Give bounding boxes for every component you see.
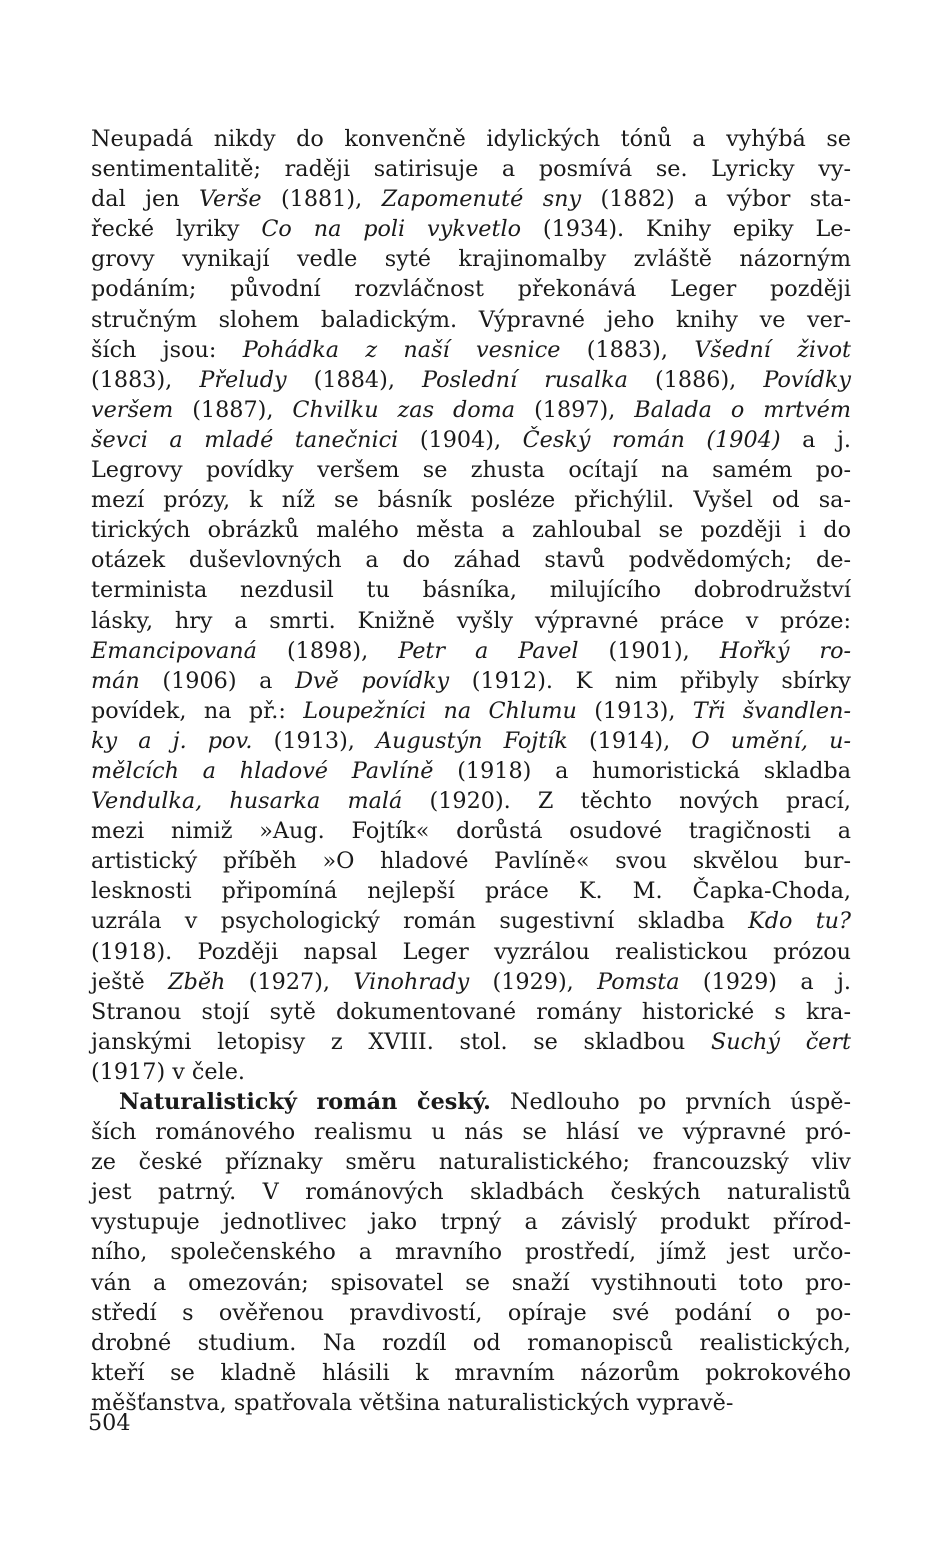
text-run: otázek duševlovných a do záhad stavů podvědomých; de- <box>91 547 851 574</box>
text-run: grovy vynikají vedle syté krajinomalby zvláště názorným <box>91 246 851 273</box>
text-run: terminista nezdusil tu básníka, milujícího dobrodružství <box>91 577 851 604</box>
italic-title: Verše <box>199 186 262 213</box>
body-text <box>91 124 851 1418</box>
text-run: podáním; původní rozvláčnost překonává Leger později <box>91 276 851 303</box>
text-line <box>91 876 851 906</box>
italic-title: veršem <box>91 396 174 423</box>
text-line <box>91 1388 851 1418</box>
text-line <box>91 214 851 244</box>
section-heading: Naturalistický román český. <box>119 1089 491 1115</box>
text-run: mezi nimiž »Aug. Fojtík« dorůstá osudové tragičnosti a <box>91 818 851 845</box>
text-line <box>91 395 851 425</box>
text-line <box>91 575 851 605</box>
italic-title: Vinohrady <box>353 968 470 995</box>
italic-title: Loupežníci na Chlumu <box>303 697 577 724</box>
text-run: řecké lyriky <box>91 216 262 243</box>
text-run: Neupadá nikdy do konvenčně idylických tónů a vyhýbá se <box>91 126 851 152</box>
text-line <box>91 1237 851 1267</box>
text-run: uzrála v psychologický román sugestivní skladba <box>91 908 749 935</box>
text-run: ního, společenského a mravního prostředí, jímž jest určo- <box>91 1239 851 1266</box>
text-run: ván a omezován; spisovatel se snaží vystihnouti toto pro- <box>91 1269 851 1296</box>
text-line <box>91 154 851 184</box>
text-run: Legrovy povídky veršem se zhusta ocítají na samém po- <box>91 457 851 484</box>
text-run: (1918) a humoristická skladba <box>433 757 851 784</box>
text-line <box>91 1207 851 1237</box>
italic-title: Augustýn Fojtík <box>376 727 568 754</box>
italic-title: Petr a Pavel <box>398 637 579 664</box>
text-run: (1913), <box>252 727 377 754</box>
text-run: dal jen <box>91 186 199 213</box>
text-line <box>91 846 851 876</box>
text-line <box>91 1087 851 1117</box>
text-run: (1897), <box>515 396 635 423</box>
text-line <box>91 1057 851 1087</box>
text-line <box>91 726 851 756</box>
text-run: (1927), <box>225 968 354 995</box>
text-line <box>91 937 851 967</box>
text-line <box>91 455 851 485</box>
text-run: ších románového realismu u nás se hlásí ve výpravné pró- <box>91 1119 851 1146</box>
text-run: drobné studium. Na rozdíl od romanopisců realistických, <box>91 1329 851 1356</box>
text-line <box>91 485 851 515</box>
text-run: janskými letopisy z XVIII. stol. se skladbou <box>91 1028 711 1055</box>
text-run: Nedlouho po prvních úspě- <box>490 1089 851 1115</box>
text-run: (1918). Později napsal Leger vyzrálou realistickou prózou <box>91 938 851 965</box>
text-run: (1934). Knihy epiky Le- <box>521 216 851 243</box>
italic-title: Suchý čert <box>710 1028 851 1055</box>
text-line <box>91 696 851 726</box>
text-run: stručným slohem baladickým. Výpravné jeho knihy ve ver- <box>91 306 851 333</box>
text-line <box>91 786 851 816</box>
italic-title: Dvě povídky <box>295 667 450 694</box>
text-line <box>91 606 851 636</box>
italic-title: Balada o mrtvém <box>634 396 852 423</box>
italic-title: Poslední rusalka <box>422 366 628 393</box>
italic-title: Pohádka z naší vesnice <box>242 336 561 363</box>
text-run: (1887), <box>173 396 293 423</box>
text-run: a j. <box>780 426 851 453</box>
text-line <box>91 906 851 936</box>
text-run: artistický příběh »O hladové Pavlíně« svou skvělou bur- <box>91 848 851 875</box>
text-run: (1886), <box>627 366 764 393</box>
text-run: (1882) a výbor sta- <box>581 186 851 213</box>
text-line <box>91 816 851 846</box>
italic-title: Tři švandlen- <box>692 697 851 724</box>
text-run: mezí prózy, k níž se básník posléze přichýlil. Vyšel od sa- <box>91 487 851 514</box>
text-line <box>91 1358 851 1388</box>
text-run: (1883), <box>91 366 200 393</box>
text-run: (1929) a j. <box>679 968 852 995</box>
text-run: (1881), <box>261 186 382 213</box>
text-line <box>91 1117 851 1147</box>
text-run: povídek, na př.: <box>91 697 304 724</box>
text-run: (1914), <box>567 727 692 754</box>
text-line <box>91 1268 851 1298</box>
italic-title: Zběh <box>168 968 226 995</box>
text-line <box>91 545 851 575</box>
italic-title: Povídky <box>763 366 851 393</box>
text-line <box>91 515 851 545</box>
page-number: 504 <box>88 1410 131 1436</box>
text-run: kteří se kladně hlásili k mravním názorům pokrokového <box>91 1359 851 1386</box>
text-run: (1920). Z těchto nových prací, <box>402 788 851 815</box>
text-run: (1917) v čele. <box>91 1058 246 1085</box>
text-line <box>91 756 851 786</box>
text-run: (1883), <box>560 336 695 363</box>
text-run: měšťanstva, spatřovala většina naturalistických vypravě- <box>91 1389 734 1416</box>
italic-title: Český román (1904) <box>522 426 781 453</box>
text-line <box>91 184 851 214</box>
italic-title: Všední život <box>694 336 852 363</box>
text-line <box>91 1298 851 1328</box>
text-run: sentimentalitě; raději satirisuje a posmívá se. Lyricky vy- <box>91 156 851 183</box>
text-run: vystupuje jednotlivec jako trpný a závislý produkt přírod- <box>91 1209 851 1236</box>
italic-title: Hořký ro- <box>719 637 852 664</box>
text-line <box>91 365 851 395</box>
italic-title: Pomsta <box>597 968 680 995</box>
italic-title: Zapomenuté sny <box>381 186 582 213</box>
text-line <box>91 666 851 696</box>
text-line <box>91 997 851 1027</box>
italic-title: ky a j. pov. <box>91 727 253 754</box>
text-run: Stranou stojí sytě dokumentované romány historické s kra- <box>91 998 851 1025</box>
text-run: ještě <box>91 968 169 995</box>
text-run: tirických obrázků malého města a zahloubal se později i do <box>91 517 851 544</box>
text-run: (1906) a <box>139 667 296 694</box>
text-run: (1929), <box>469 968 598 995</box>
text-line <box>91 425 851 455</box>
text-run: (1912). K nim přibyly sbírky <box>449 667 851 694</box>
text-run: lásky, hry a smrti. Knižně vyšly výpravné práce v próze: <box>91 607 851 634</box>
italic-title: mělcích a hladové Pavlíně <box>91 757 434 784</box>
text-line <box>91 967 851 997</box>
italic-title: Přeludy <box>199 366 287 393</box>
italic-title: Co na poli vykvetlo <box>261 216 522 243</box>
text-run: (1901), <box>578 637 720 664</box>
text-run: (1898), <box>256 637 399 664</box>
text-run: lesknosti připomíná nejlepší práce K. M. Čapka-Choda, <box>91 878 851 905</box>
text-line <box>91 335 851 365</box>
italic-title: Vendulka, husarka malá <box>91 788 403 815</box>
text-line <box>91 1027 851 1057</box>
italic-title: Emancipovaná <box>91 637 257 664</box>
italic-title: Chvilku zas doma <box>292 396 516 423</box>
text-line <box>91 1147 851 1177</box>
text-line <box>91 636 851 666</box>
text-line <box>91 244 851 274</box>
text-line <box>91 274 851 304</box>
text-run: (1904), <box>398 426 523 453</box>
text-run: (1913), <box>576 697 693 724</box>
text-line <box>91 305 851 335</box>
text-line <box>91 1328 851 1358</box>
text-run: jest patrný. V románových skladbách českých naturalistů <box>91 1179 851 1206</box>
italic-title: mán <box>91 667 140 694</box>
italic-title: Kdo tu? <box>748 908 851 935</box>
text-run: ších jsou: <box>91 336 243 363</box>
text-run: ze české příznaky směru naturalistického; francouzský vliv <box>91 1149 851 1176</box>
italic-title: ševci a mladé tanečnici <box>91 426 399 453</box>
text-run: (1884), <box>286 366 423 393</box>
text-run: středí s ověřenou pravdivostí, opíraje své podání o po- <box>91 1299 851 1326</box>
italic-title: O umění, u- <box>691 727 852 754</box>
text-line <box>91 1177 851 1207</box>
text-line <box>91 124 851 154</box>
